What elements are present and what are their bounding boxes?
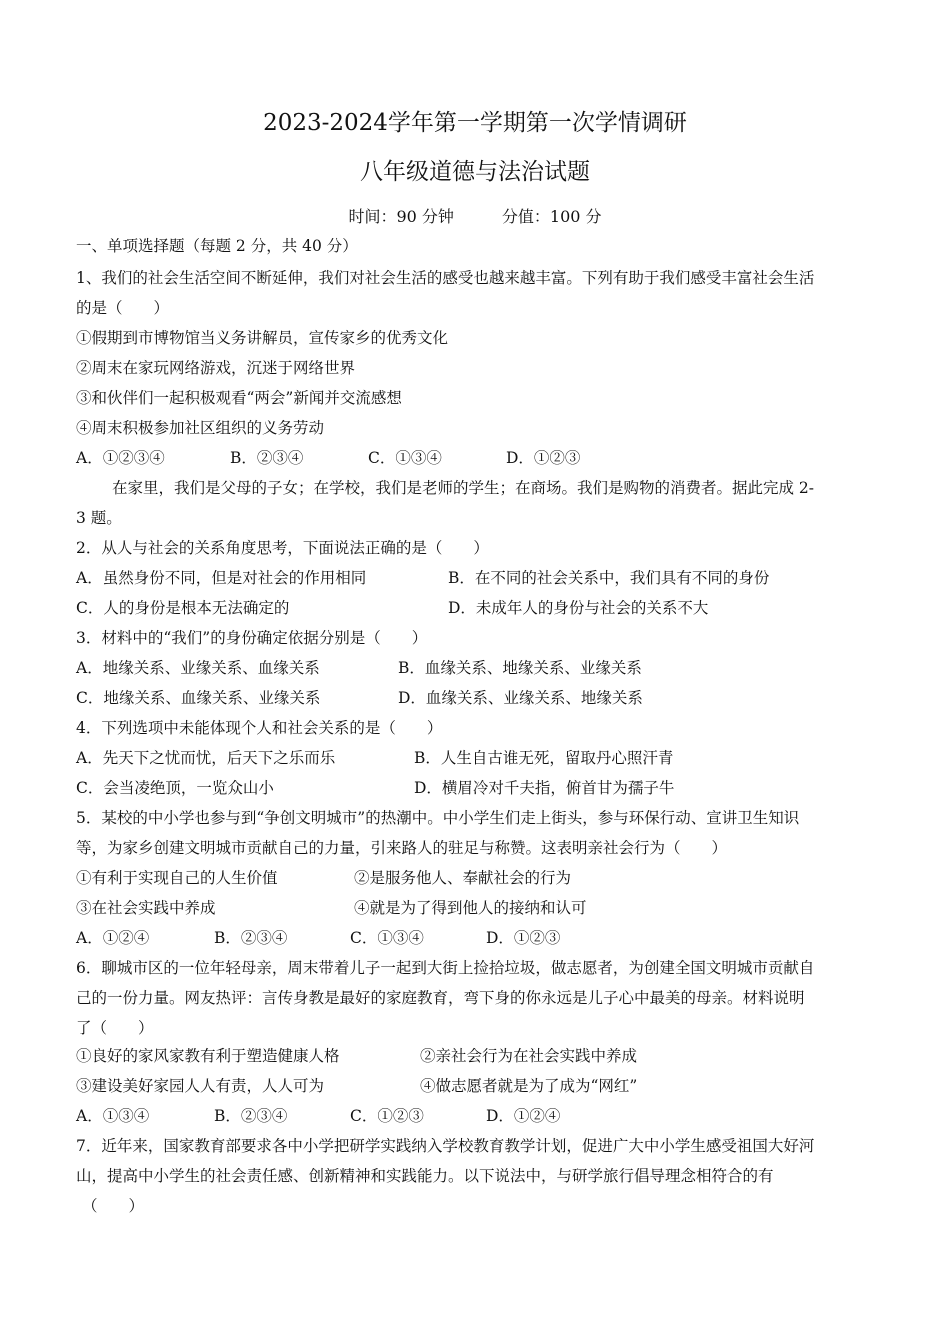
q6-option-b: B．②③④ [214, 1107, 288, 1125]
q1-statement-3: ③和伙伴们一起积极观看“两会”新闻并交流感想 [76, 389, 402, 407]
exam-meta [0, 206, 950, 228]
exam-time: 时间：90 分钟 [348, 207, 454, 226]
q2-stem: 2．从人与社会的关系角度思考，下面说法正确的是（ ） [76, 539, 489, 557]
q5-stem-line1: 5．某校的中小学也参与到“争创文明城市”的热潮中。中小学生们走上街头，参与环保行动、宣讲卫生知识 [76, 809, 800, 827]
q6-option-a: A．①③④ [76, 1107, 150, 1125]
q4-option-b: B．人生自古谁无死，留取丹心照汗青 [414, 749, 674, 767]
exam-score: 分值：100 分 [501, 207, 602, 226]
q6-stem-line1: 6．聊城市区的一位年轻母亲，周末带着儿子一起到大街上捡拾垃圾，做志愿者，为创建全国文明城市贡献自 [76, 959, 815, 977]
q5-stem-line2: 等，为家乡创建文明城市贡献自己的力量，引来路人的驻足与称赞。这表明亲社会行为（ ） [76, 839, 728, 857]
q6-stem-line2: 己的一份力量。网友热评：言传身教是最好的家庭教育，弯下身的你永远是儿子心中最美的母亲。材料说明 [76, 989, 805, 1007]
q4-option-c: C．会当凌绝顶，一览众山小 [76, 779, 274, 797]
q1-option-c: C．①③④ [368, 449, 442, 467]
q3-stem: 3．材料中的“我们”的身份确定依据分别是（ ） [76, 629, 428, 647]
q4-stem: 4．下列选项中未能体现个人和社会关系的是（ ） [76, 719, 443, 737]
q3-option-d: D．血缘关系、业缘关系、地缘关系 [398, 689, 643, 707]
q2-option-d: D．未成年人的身份与社会的关系不大 [448, 599, 709, 617]
q6-stem-line3: 了（ ） [76, 1019, 154, 1037]
q1-statement-2: ②周末在家玩网络游戏，沉迷于网络世界 [76, 359, 356, 377]
q5-statement-4: ④就是为了得到他人的接纳和认可 [354, 899, 587, 917]
q1-stem-line2: 的是（ ） [76, 299, 170, 317]
q5-option-a: A．①②④ [76, 929, 150, 947]
q1-option-b: B．②③④ [230, 449, 304, 467]
exam-title: 2023-2024学年第一学期第一次学情调研 [263, 110, 687, 136]
q6-option-c: C．①②③ [350, 1107, 424, 1125]
q1-statement-1: ①假期到市博物馆当义务讲解员，宣传家乡的优秀文化 [76, 329, 449, 347]
q2-option-a: A．虽然身份不同，但是对社会的作用相同 [76, 569, 367, 587]
q2-option-c: C．人的身份是根本无法确定的 [76, 599, 290, 617]
q3-option-b: B．血缘关系、地缘关系、业缘关系 [398, 659, 642, 677]
material-line1: 在家里，我们是父母的子女；在学校，我们是老师的学生；在商场。我们是购物的消费者。据此完成 2- [112, 479, 815, 497]
q2-option-b: B．在不同的社会关系中，我们具有不同的身份 [448, 569, 770, 587]
q1-option-a: A．①②③④ [76, 449, 165, 467]
q7-stem-line3: （ ） [82, 1197, 145, 1215]
q1-option-d: D．①②③ [506, 449, 581, 467]
q3-option-a: A．地缘关系、业缘关系、血缘关系 [76, 659, 320, 677]
q7-stem-line2: 山，提高中小学生的社会责任感、创新精神和实践能力。以下说法中，与研学旅行倡导理念相符合的有 [76, 1167, 774, 1185]
q7-stem-line1: 7．近年来，国家教育部要求各中小学把研学实践纳入学校教育教学计划，促进广大中小学生感受祖国大好河 [76, 1137, 815, 1155]
q6-statement-1: ①良好的家风家教有利于塑造健康人格 [76, 1047, 340, 1065]
q1-statement-4: ④周末积极参加社区组织的义务劳动 [76, 419, 325, 437]
q5-option-b: B．②③④ [214, 929, 288, 947]
q1-stem-line1: 1、我们的社会生活空间不断延伸，我们对社会生活的感受也越来越丰富。下列有助于我们感受丰富社会生活 [76, 269, 815, 287]
q5-statement-2: ②是服务他人、奉献社会的行为 [354, 869, 572, 887]
q6-statement-2: ②亲社会行为在社会实践中养成 [420, 1047, 638, 1065]
section-heading: 一、单项选择题（每题 2 分，共 40 分） [76, 237, 358, 255]
q5-option-c: C．①③④ [350, 929, 424, 947]
q5-statement-3: ③在社会实践中养成 [76, 899, 216, 917]
q5-statement-1: ①有利于实现自己的人生价值 [76, 869, 278, 887]
q4-option-a: A．先天下之忧而忧，后天下之乐而乐 [76, 749, 336, 767]
q3-option-c: C．地缘关系、血缘关系、业缘关系 [76, 689, 321, 707]
q6-option-d: D．①②④ [486, 1107, 561, 1125]
q5-option-d: D．①②③ [486, 929, 561, 947]
q6-statement-4: ④做志愿者就是为了成为“网红” [420, 1077, 638, 1095]
q6-statement-3: ③建设美好家园人人有责，人人可为 [76, 1077, 325, 1095]
exam-subtitle: 八年级道德与法治试题 [360, 159, 590, 185]
q4-option-d: D．横眉冷对千夫指，俯首甘为孺子牛 [414, 779, 675, 797]
material-line2: 3 题。 [76, 509, 122, 527]
